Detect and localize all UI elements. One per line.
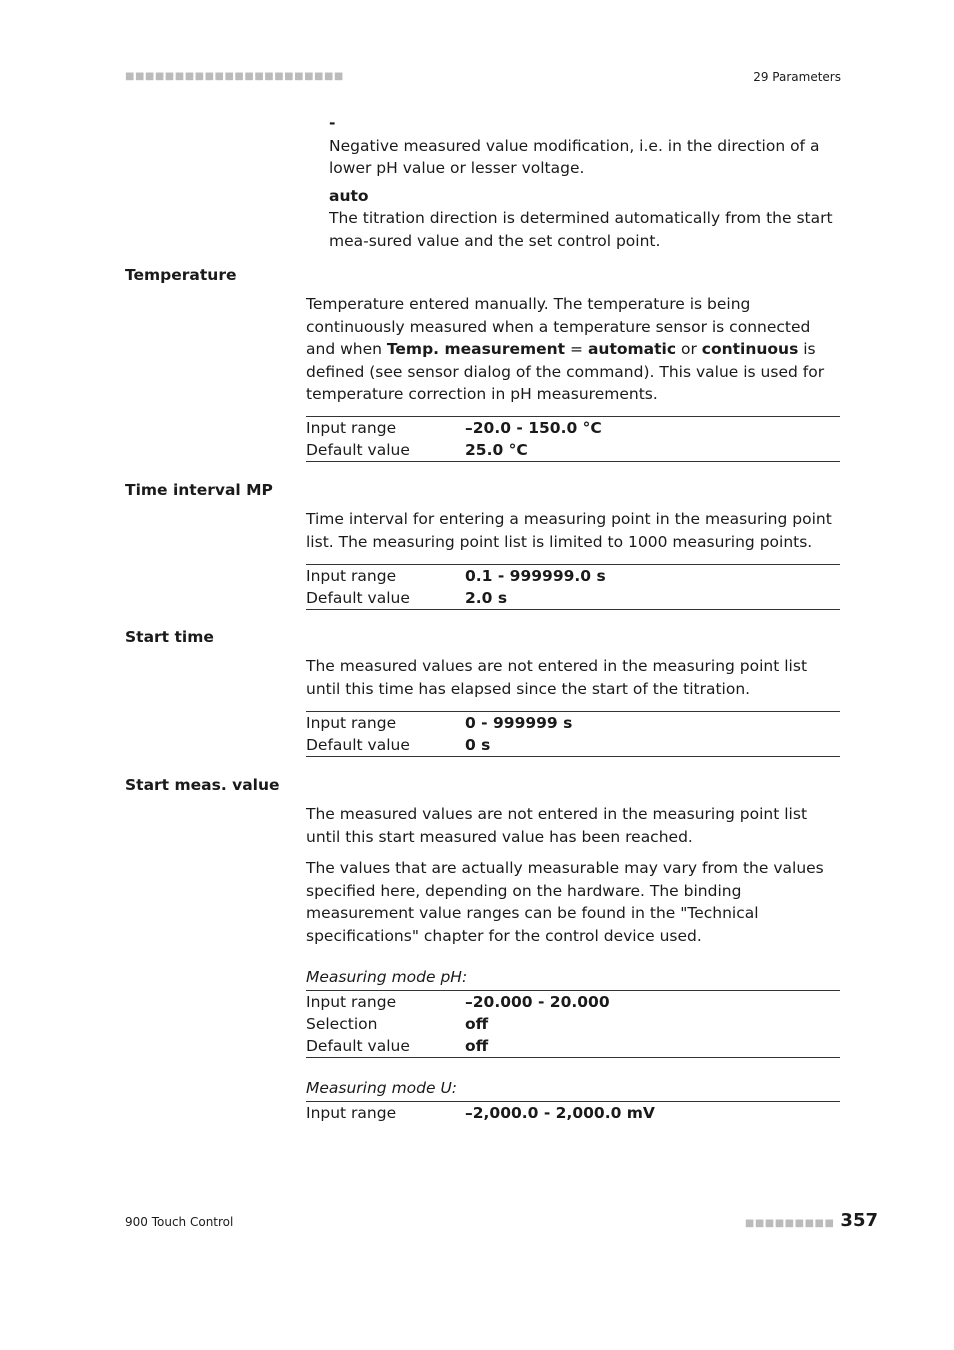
row-key: Default value (306, 589, 410, 607)
table-row (306, 565, 840, 587)
temperature-table (306, 416, 840, 462)
header-decoration: ■■■■■■■■■■■■■■■■■■■■■■ (125, 71, 344, 82)
option-auto-label: auto (329, 186, 369, 205)
start-time-text: The measured values are not entered in the measuring point list until this time has elapsed since the start of the titration. (306, 657, 808, 698)
temperature-text-4: is defined (see sensor dialog of the command). This value is used for temperature correction in pH measurements. (306, 340, 825, 403)
row-value: 2.0 s (465, 589, 508, 607)
row-key: Input range (306, 567, 397, 585)
direction-options (329, 112, 840, 252)
temperature-text-3: or (676, 340, 702, 358)
row-value: 0 s (465, 736, 491, 754)
row-value: –20.000 - 20.000 (465, 993, 610, 1011)
page-number: 357 (840, 1210, 878, 1231)
option-minus-label: - (329, 114, 336, 132)
temperature-description (306, 293, 840, 406)
ph-mode-table (306, 990, 840, 1058)
row-key: Input range (306, 1104, 397, 1122)
start-meas-heading: Start meas. value (125, 776, 280, 794)
footer-decoration: ■■■■■■■■■ (744, 1218, 835, 1229)
row-key: Input range (306, 419, 397, 437)
row-key: Input range (306, 714, 397, 732)
u-mode-caption: Measuring mode U: (306, 1079, 458, 1097)
table-row (306, 417, 840, 439)
start-meas-text-1: The measured values are not entered in the measuring point list until this start measured value has been reached. (306, 805, 808, 846)
ph-mode-caption: Measuring mode pH: (306, 968, 468, 986)
temperature-bold-1: Temp. measurement (386, 340, 566, 358)
time-interval-description (306, 508, 840, 553)
table-row (306, 712, 840, 734)
row-value: –20.0 - 150.0 °C (465, 419, 602, 437)
u-mode-table (306, 1101, 840, 1124)
time-interval-heading: Time interval MP (125, 481, 273, 499)
row-value: 25.0 °C (465, 441, 528, 459)
temperature-text-2: = (565, 340, 588, 358)
start-meas-description (306, 803, 840, 947)
table-row (306, 1013, 840, 1035)
start-time-heading: Start time (125, 628, 214, 646)
row-key: Default value (306, 441, 410, 459)
temperature-text-1: Temperature entered manually. The temperature is being continuously measured when a temperature sensor is connected and when (306, 295, 811, 358)
table-row (306, 587, 840, 609)
row-key: Default value (306, 1037, 410, 1055)
row-key: Input range (306, 993, 397, 1011)
temperature-bold-3: continuous (701, 340, 799, 358)
row-value: 0.1 - 999999.0 s (465, 567, 606, 585)
temperature-heading: Temperature (125, 266, 237, 284)
row-value: off (465, 1037, 489, 1055)
table-row (306, 734, 840, 756)
option-minus-text: Negative measured value modification, i.e. in the direction of a lower pH value or lesser voltage. (329, 136, 820, 177)
chapter-title: 29 Parameters (753, 70, 841, 84)
table-row (306, 991, 840, 1013)
option-auto-text: The titration direction is determined automatically from the start mea-sured value and the set control point. (329, 209, 833, 250)
row-value: off (465, 1015, 489, 1033)
table-row (306, 1035, 840, 1057)
time-interval-table (306, 564, 840, 610)
table-row (306, 1102, 840, 1124)
page-footer (745, 1210, 878, 1231)
start-meas-text-2: The values that are actually measurable may vary from the values specified here, depending on the hardware. The binding measurement value ranges can be found in the "Technical specifications" chapter for the control device used. (306, 859, 824, 945)
temperature-bold-2: automatic (587, 340, 677, 358)
time-interval-text: Time interval for entering a measuring point in the measuring point list. The measuring point list is limited to 1000 measuring points. (306, 510, 832, 551)
row-key: Default value (306, 736, 410, 754)
row-value: –2,000.0 - 2,000.0 mV (465, 1104, 655, 1122)
row-key: Selection (306, 1015, 378, 1033)
start-time-table (306, 711, 840, 757)
row-value: 0 - 999999 s (465, 714, 573, 732)
product-name: 900 Touch Control (125, 1215, 234, 1229)
table-row (306, 439, 840, 461)
start-time-description (306, 655, 840, 700)
